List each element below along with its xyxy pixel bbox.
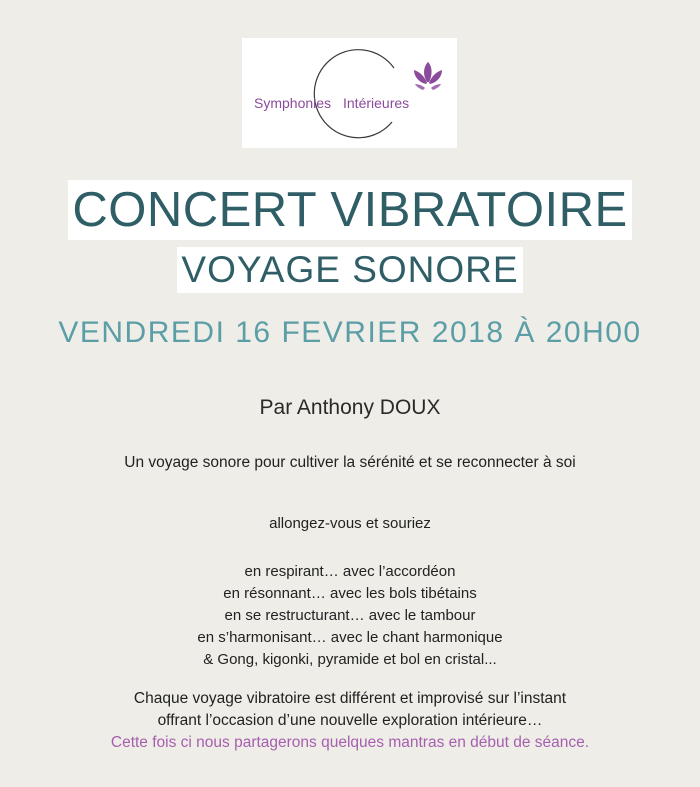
tagline: allongez-vous et souriez	[269, 515, 431, 532]
closing-line-1: Chaque voyage vibratoire est différent et improvisé sur l’instant	[133, 690, 567, 707]
logo-text-right: Intérieures	[343, 95, 410, 111]
author-line: Par Anthony DOUX	[259, 396, 441, 419]
logo	[242, 38, 457, 148]
logo-arc-icon	[314, 50, 394, 138]
event-date: VENDREDI 16 FEVRIER 2018 À 20H00	[58, 316, 642, 349]
list-item: en s’harmonisant… avec le chant harmonique	[197, 629, 503, 646]
page-title: CONCERT VIBRATOIRE	[68, 180, 631, 240]
list-item: en respirant… avec l’accordéon	[244, 563, 456, 580]
list-item: en résonnant… avec les bols tibétains	[223, 585, 477, 602]
closing-line-2: offrant l’occasion d’une nouvelle exploration intérieure…	[157, 712, 543, 729]
page-subtitle: VOYAGE SONORE	[177, 247, 522, 293]
closing-line-accent: Cette fois ci nous partagerons quelques mantras en début de séance.	[110, 734, 590, 751]
lotus-icon	[414, 62, 442, 90]
list-item: en se restructurant… avec le tambour	[224, 607, 476, 624]
closing-text	[0, 688, 700, 754]
list-item: & Gong, kigonki, pyramide et bol en cristal...	[203, 651, 497, 668]
page-title-block	[0, 180, 700, 240]
logo-mark	[242, 38, 457, 148]
intro-text: Un voyage sonore pour cultiver la sérénité et se reconnecter à soi	[124, 454, 576, 471]
subtitle-block	[0, 247, 700, 293]
logo-text-left: Symphonies	[254, 95, 332, 111]
instrument-list	[0, 561, 700, 671]
